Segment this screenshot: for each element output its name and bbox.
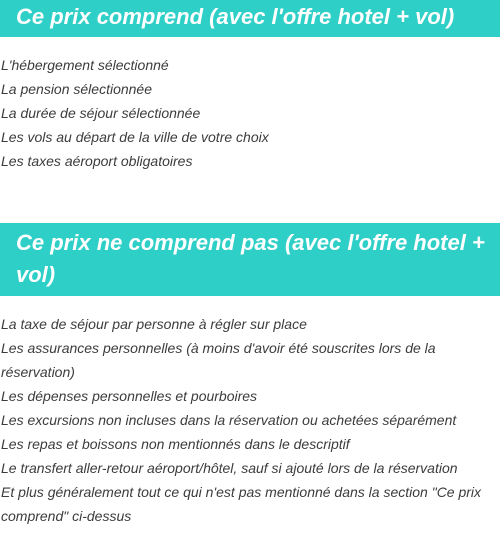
- excluded-list: [0, 296, 500, 528]
- list-item: Les dépenses personnelles et pourboires: [1, 388, 258, 404]
- included-title: Ce prix comprend (avec l'offre hotel + vol): [0, 0, 500, 37]
- included-section: [0, 0, 500, 173]
- list-item: La taxe de séjour par personne à régler sur place: [1, 316, 307, 332]
- list-item: Les taxes aéroport obligatoires: [1, 153, 193, 169]
- list-item: Les excursions non incluses dans la réservation ou achetées séparément: [1, 412, 457, 428]
- included-list: [0, 37, 500, 173]
- list-item: La durée de séjour sélectionnée: [1, 105, 201, 121]
- list-item: L'hébergement sélectionné: [1, 57, 169, 73]
- list-item: Le transfert aller-retour aéroport/hôtel, sauf si ajouté lors de la réservation: [1, 460, 458, 476]
- excluded-title: Ce prix ne comprend pas (avec l'offre hotel + vol): [0, 223, 500, 296]
- excluded-section: [0, 223, 500, 528]
- list-item: Les repas et boissons non mentionnés dans le descriptif: [1, 436, 350, 452]
- list-item: La pension sélectionnée: [1, 81, 153, 97]
- list-item: Et plus généralement tout ce qui n'est pas mentionné dans la section "Ce prix comprend" ci-dessus: [1, 484, 482, 524]
- list-item: Les assurances personnelles (à moins d'avoir été souscrites lors de la réservation): [1, 340, 436, 380]
- list-item: Les vols au départ de la ville de votre choix: [1, 129, 269, 145]
